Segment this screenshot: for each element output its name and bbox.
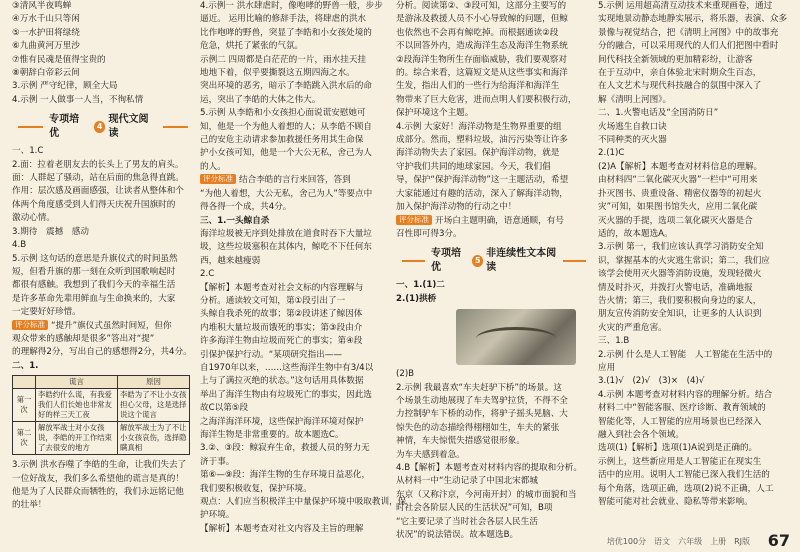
text-line: 5.示例 这句话的意思是升旗仪式的时间虽然 bbox=[12, 253, 178, 264]
text-line: 一定要好好珍惜。 bbox=[12, 307, 81, 318]
part2-heading: 2.(1)拱桥 bbox=[396, 293, 437, 304]
text-line: ④万水千山只等闲 bbox=[12, 14, 80, 25]
text-line: 在人文艺术与现代科技融合的氛围中深入了 bbox=[598, 81, 762, 92]
text-line: 惊失色的动态描绘得栩栩如生，车夫的紧张 bbox=[396, 422, 560, 433]
text-line: 成部分。然而，塑料垃圾，油污污染等让许多 bbox=[396, 135, 568, 146]
text-line: (2)A【解析】本题考查对材料信息的理解。 bbox=[598, 161, 763, 172]
text-line: 三、1.B bbox=[598, 336, 630, 347]
text-line: 生发，指出人们的一些行为给海洋和海洋生 bbox=[396, 81, 560, 92]
cell-reason: 李皓为了不让小女孩担心父母，这是选择说这个谎言 bbox=[117, 389, 189, 422]
table-corner bbox=[13, 376, 36, 389]
text-line: 该学会使用灭火器等消防设施，发现轻微火 bbox=[598, 269, 762, 280]
text-line: 火灾的严重危害。 bbox=[598, 322, 667, 333]
footer-text: 培优100分 语文 六年级 上册 RJ版 bbox=[606, 537, 750, 546]
divider bbox=[402, 260, 425, 262]
text-line: 3.示例 严守纪律，顾全大局 bbox=[12, 81, 118, 92]
text-line: 4.B【解析】本题考查对材料内容的提取和分析。 bbox=[396, 462, 582, 473]
page-number: 67 bbox=[767, 531, 790, 550]
scoring-text-0: “提升”旗仪式虽然时间短，但你 bbox=[51, 320, 172, 331]
text-line: 都很有感触。我想到了我们今天的幸福生活 bbox=[12, 280, 176, 291]
text-line: 的壮举！ bbox=[12, 500, 47, 511]
answers-block-6 bbox=[200, 442, 407, 522]
text-line: 融入到社会各个领域。 bbox=[598, 430, 684, 440]
scoring-note bbox=[200, 174, 390, 214]
text-line: 作用：层次感及画面感强，让读者从整体和个 bbox=[12, 186, 184, 197]
text-line: 示例二 四周都是白茫茫的一片，雨水挂天挂 bbox=[200, 54, 367, 65]
text-line: 神情，车夫惊慌失措感觉很形象。 bbox=[396, 436, 525, 447]
answers-block-1 bbox=[200, 0, 390, 54]
text-line: 二、1.火警电话及“全国消防日” bbox=[598, 108, 719, 119]
text-line: 智能化等，人工智能的应用场景也已经深入 bbox=[598, 416, 762, 427]
text-line: 个场景生动地展现了车夫驾驴拉货，不得不全 bbox=[396, 395, 568, 406]
answers-block-2 bbox=[200, 54, 390, 108]
text-line: 由材料四“二氧化碳灭火器”一栏中“可用来 bbox=[598, 175, 758, 186]
text-line: 海洋动物失去了家园。保护海洋动物，就是 bbox=[396, 148, 560, 159]
answers-block-3 bbox=[200, 107, 390, 174]
text-line: 是许多革命先辈用鲜血与生命换来的，大家 bbox=[12, 293, 176, 304]
text-line: 己的安危主动请求参加救援任务用其生命保 bbox=[200, 135, 364, 146]
text-line: 物带来了巨大危害，进而点明人们要积极行动， bbox=[396, 94, 577, 105]
section-heading-4 bbox=[12, 113, 194, 141]
text-line: 第⑥—⑨段：海洋生物的生存环境日益恶化， bbox=[200, 470, 371, 481]
answers-block-1 bbox=[12, 145, 194, 225]
answers-block-5 bbox=[598, 335, 794, 389]
answers-block-4 bbox=[598, 241, 794, 335]
text-line: 火场逃生自救口诀 bbox=[598, 121, 667, 132]
text-line: 2.面：拉着老朋友去的长头上了男友的肩头。 bbox=[12, 159, 184, 170]
painting-image bbox=[456, 309, 576, 365]
text-line: 4.示例 本题考查对材料内容的理解分析。结合 bbox=[598, 389, 773, 400]
text-line: 比作咆哮的野兽，突显了李皓和小女孩处境的 bbox=[200, 27, 372, 38]
scoring-label: 评分标准 bbox=[200, 174, 236, 184]
row-head: 第一次 bbox=[13, 389, 36, 422]
answers-block-2 bbox=[598, 107, 794, 147]
text-line: 运，突出了李皓的大体之伟大。 bbox=[200, 94, 321, 105]
text-line: 情及时扑灭，并拨打火警电话，准确地报 bbox=[598, 282, 753, 293]
text-line: 【解析】本题考查对社文内容及主旨的理解 bbox=[200, 523, 364, 534]
text-line: 守护我们共同的地球家园。今天，我们倡 bbox=[396, 161, 551, 172]
text-line: 实现地景动静态地静实展示，将乐器，表演、众多 bbox=[598, 14, 788, 25]
answers-block-1 bbox=[598, 0, 794, 107]
text-line: 3.(1)√ (2)√ (3)× (4)√ bbox=[598, 376, 705, 387]
text-line: 为车夫感到着急。 bbox=[396, 449, 465, 460]
text-line: 海洋垃圾被无序到处排放在道食时吞下大量垃 bbox=[200, 228, 372, 239]
text-line: 知，他是一个为他人着想的人；从李皓不顾自 bbox=[200, 121, 372, 132]
text-line: 2.(1)C bbox=[598, 148, 625, 159]
answers-block-3 bbox=[396, 368, 592, 462]
text-line: 4.示例一 洪水肆虐时，像咆哮的野兽一般，步步 bbox=[200, 1, 383, 11]
text-line: ⑥九曲黄河万里沙 bbox=[12, 41, 80, 52]
cell-lie: 李皓约什么谎，有我爱我们人们长她也非常友好的样三天工夜 bbox=[36, 389, 118, 422]
column-1 bbox=[12, 0, 194, 530]
scoring-text-1: 观众带来的感触却是很多”答出对“提” bbox=[12, 333, 155, 344]
text-line: 他是为了人民群众而牺牲的，我们永远铭记他 bbox=[12, 486, 184, 497]
lie-table bbox=[12, 375, 190, 455]
text-line: 灾”可知，如果图书馆失火，应用二氧化碳 bbox=[598, 202, 758, 213]
answers-block-2 bbox=[12, 226, 194, 320]
text-line: 材料二中“智能客服、医疗诊断、教育领域的 bbox=[598, 403, 766, 414]
scoring-text-2: 得各得一个成，共4分。 bbox=[200, 202, 292, 213]
text-line: 西，越来越瘦弱 bbox=[200, 255, 261, 266]
text-line: 短，但看升旗的那一刻在众听到国歌响起时 bbox=[12, 266, 176, 277]
text-line: 危急，烘托了紧张的气氛。 bbox=[200, 41, 304, 52]
text-line: 是游泳及救援人员不小心导致鲸的问题，但鲸 bbox=[396, 14, 568, 25]
table-row bbox=[13, 389, 190, 422]
section-heading-5 bbox=[396, 247, 592, 275]
text-line: ②段海洋生物所生存面临威胁，我们要观察对 bbox=[396, 54, 567, 65]
cell-reason: 解放军战士为了不让小女孩哀伤，选择隐瞒真相 bbox=[117, 422, 189, 455]
text-line: 分析。阅读第②、③段可知，这部分主要写的 bbox=[396, 1, 567, 11]
text-line: 护小女孩可知，他是一个大公无私，舍己为人 bbox=[200, 148, 372, 159]
text-line: 【解析】本题考查对社会文标的内容理解与 bbox=[200, 282, 364, 293]
table-row bbox=[13, 422, 190, 455]
text-line: 引保护保护行动。“某项研究指出—— bbox=[200, 349, 342, 360]
text-line: 扑灭图书、贵重设备、精密仪器等的初起火 bbox=[598, 188, 762, 199]
section-number-badge: 4 bbox=[94, 121, 106, 133]
text-line: 故C以第⑤段 bbox=[200, 403, 249, 414]
part1-heading: 一、1.(1)二 bbox=[396, 280, 445, 291]
text-line: 每个角落，选项正确，选项(2)说不正确，人工 bbox=[598, 483, 774, 494]
text-line: 突出环境的恶劣，暗示了李皓跳入洪水后的命 bbox=[200, 81, 372, 92]
text-line: 智能可能对社会就业、隐私等带来影响。 bbox=[598, 497, 753, 508]
answers-block-6 bbox=[598, 389, 794, 510]
scoring-text-0: 结合李皓的言行来回答，答到 bbox=[239, 175, 351, 186]
text-line: ⑦惟有民魂是值得宝贵的 bbox=[12, 54, 106, 65]
text-line: 4.示例 大家好！海洋动物是生物界重要的组 bbox=[396, 121, 562, 132]
text-line: 自1970年以来，……这些海洋生物中有3/4以 bbox=[200, 362, 374, 373]
table-header-lie: 谎言 bbox=[36, 376, 118, 389]
text-line: 3.示例 洪水吞噬了李皓的生命，让我们失去了 bbox=[12, 460, 187, 471]
example-answers bbox=[12, 80, 194, 107]
text-line: 举出了海洋生物由有垃圾死亡的事实，因此选 bbox=[200, 389, 372, 400]
text-line: 头鲸自我杀死的故事；第②段讲述了鲸因体 bbox=[200, 309, 363, 320]
column-4 bbox=[598, 0, 794, 530]
scoring-text-1: 召性即可得3分。 bbox=[396, 228, 462, 239]
answers-block-3 bbox=[12, 459, 194, 513]
text-line: 观点：人们应当积极洋主中量保护环境中吸取教训，保 bbox=[200, 497, 407, 508]
text-line: 解《清明上河图》。 bbox=[598, 94, 672, 105]
text-line: 体两个角度感受到人们得天庆祝升国旗时的 bbox=[12, 199, 176, 210]
text-line: 2.C bbox=[200, 269, 215, 280]
section-title: 专项培优 bbox=[431, 248, 462, 274]
scoring-note bbox=[12, 320, 194, 360]
text-line: “它主要记录了当时社会各层人民生活 bbox=[396, 516, 538, 527]
text-line: 4.B bbox=[12, 240, 27, 251]
text-line: 时社会各阶层人民的生活状况”可知，B项 bbox=[396, 503, 553, 514]
text-line: 导，保护“保护海洋动物”这一主题活动，希望 bbox=[396, 175, 569, 186]
scoring-note bbox=[396, 215, 592, 242]
text-line: 圾，这些垃圾塞积在其体内，鲸吃不下任何东 bbox=[200, 242, 372, 253]
text-line: 护环境。 bbox=[200, 510, 235, 521]
text-line: 5.示例 运用超高清互动技术来重现画卷，通过 bbox=[598, 1, 773, 11]
text-line: 也依然也不会再有鲸吃掉。而根据通读②段 bbox=[396, 27, 559, 38]
text-line: 朋友宣传消防安全知识，让更多的人认识到 bbox=[598, 309, 762, 320]
text-line: 的。综合来看，这篇短文是从这些事实和海洋 bbox=[396, 68, 568, 79]
text-line: 从材料一中“生动记录了中国北宋都城 bbox=[396, 476, 538, 487]
text-line: 地地下着，似乎要撕裂这五期四海之水。 bbox=[200, 68, 355, 79]
text-line: 不同种类的灭火器 bbox=[598, 135, 667, 146]
text-line: 内堆积大量垃圾而饿死的事实；第③段由介 bbox=[200, 322, 363, 333]
text-line: 东京（又称汴京，今河南开封）的城市面貌和当 bbox=[396, 489, 577, 500]
text-line: 分的融合，可以采用现代的人们人们把图中看时 bbox=[598, 41, 779, 52]
scoring-label: 评分标准 bbox=[396, 215, 432, 225]
text-line: 之海洋海洋环境，这些保护海洋环境对保护 bbox=[200, 416, 364, 427]
column-3 bbox=[396, 0, 592, 540]
text-line: 保护环境这个主题。 bbox=[396, 108, 474, 119]
text-line: 3.②、③段：鲸寂弃生命，救援人员的努力无 bbox=[200, 443, 370, 454]
text-line: 景像与视觉结合，把《清明上河图》中的故事充 bbox=[598, 27, 779, 38]
text-line: 应用 bbox=[598, 362, 616, 373]
text-line: 力控制驴车下桥的动作，将驴子摇头晃脑、大 bbox=[396, 409, 568, 420]
text-line: 上与了满拉灭绝的状态。”这句话用具体数据 bbox=[200, 376, 364, 387]
text-line: 济于事。 bbox=[200, 456, 235, 467]
text-line: 在于互动中，亲自体验北宋时期众生百态， bbox=[598, 68, 762, 79]
text-line: 2.示例 我最喜欢“车夫赶驴下桥”的场景。这 bbox=[396, 382, 562, 393]
cell-lie: 解放军战士对小女孩说，李皓的开工作结束了去很安的地方 bbox=[36, 422, 118, 455]
text-line: 适的，故本题选A。 bbox=[598, 228, 673, 239]
text-line: 逼近。 运用比喻的修辞手法，将肆虐的洪水 bbox=[200, 14, 367, 25]
table-header-reason: 原因 bbox=[117, 376, 189, 389]
answers-block-5 bbox=[200, 268, 390, 442]
table-intro: 二、1. bbox=[12, 360, 39, 371]
text-line: 许多海洋生物由垃圾而死亡的事实；第④段 bbox=[200, 336, 363, 347]
text-line: 活中的应用。说明人工智能已深入我们生活的 bbox=[598, 470, 770, 481]
divider bbox=[563, 260, 586, 262]
text-line: 加入保护海洋动物的行动之中！ bbox=[396, 202, 517, 213]
text-line: 我们要积极收复，保护环境。 bbox=[200, 483, 312, 494]
scoring-text-2: 的理解得2分，写出自己的感想得2分，共4分。 bbox=[12, 347, 192, 358]
text-line: 灭火器的手提，选项二氧化碳灭火器是合 bbox=[598, 215, 753, 226]
text-line: 海洋生物是非常重要的。故本题选C。 bbox=[200, 430, 344, 440]
text-line: 4.示例 一人做事一人当，不徇私情 bbox=[12, 94, 144, 105]
text-line: 一、1.C bbox=[12, 146, 44, 157]
page-footer bbox=[0, 530, 800, 552]
text-line: 分析。通读较文可知，第①段引出了一 bbox=[200, 295, 346, 306]
text-line: 3.示例 第一，我们应该认真学习消防安全知 bbox=[598, 242, 764, 253]
text-line: 大家能通过有趣的活动，深入了解海洋动物， bbox=[396, 188, 568, 199]
scoring-text-0: 开场白主题明确，语意通顺，有号 bbox=[435, 215, 564, 226]
text-line: ⑧朝辞白帝彩云间 bbox=[12, 68, 80, 79]
part3-heading: 三、1.一头鲸自杀 bbox=[200, 215, 270, 226]
row-head: 第二次 bbox=[13, 422, 36, 455]
text-line: 选项(1)【解析】选项(1)A说到是正确的。 bbox=[598, 443, 758, 454]
text-line: 一位好战友，我们多么希望他的谎言是真的！ bbox=[12, 473, 184, 484]
text-line: 识，掌握基本的火灾逃生常识；第二，我们应 bbox=[598, 255, 770, 266]
scoring-text-1: “为他人着想，大公无私，舍己为人”等要点中 bbox=[200, 188, 373, 199]
section-number-badge: 5 bbox=[472, 255, 483, 267]
text-line: 5.示例 从李皓和小女孩担心面说谎安慰她可 bbox=[200, 108, 366, 119]
text-line: 激动心情。 bbox=[12, 213, 55, 224]
text-line: 3.期待 震撼 感动 bbox=[12, 226, 89, 237]
text-line: 2.示例 什么是人工智能 人工智能在生活中的 bbox=[598, 349, 773, 360]
answers-block-1 bbox=[396, 0, 592, 121]
divider bbox=[163, 126, 188, 128]
section-name: 现代文阅读 bbox=[108, 114, 149, 140]
text-line: ⑤一水护田将绿绕 bbox=[12, 27, 80, 38]
scoring-label: 评分标准 bbox=[12, 320, 48, 330]
text-line: 告火情；第三，我们要积极向身边的家人， bbox=[598, 295, 762, 306]
answers-block-3 bbox=[598, 147, 794, 241]
answers-block-4 bbox=[200, 228, 390, 268]
text-line: (2)B bbox=[396, 369, 415, 380]
text-line: 的人。 bbox=[200, 161, 226, 172]
text-line: 间代科技全新领域的更加精彩纷，让游客 bbox=[598, 54, 753, 65]
answers-block-2 bbox=[396, 121, 592, 215]
text-line: 示例上，这些新应用是人工智能正在现实生 bbox=[598, 456, 762, 467]
text-line: 状况”的说法错误。故本题选B。 bbox=[396, 530, 519, 540]
text-line: 面：人群起了骚动，站在后面的焦急得直跳。 bbox=[12, 173, 184, 184]
text-line: 不以回答外内，造成海洋生态及海洋生物系统 bbox=[396, 41, 568, 52]
section-title: 专项培优 bbox=[49, 114, 80, 140]
section-name: 非连续性文本阅读 bbox=[486, 248, 557, 274]
top-lines bbox=[12, 0, 194, 80]
divider bbox=[18, 126, 43, 128]
text-line: ③清风半夜鸣蝉 bbox=[12, 1, 72, 11]
